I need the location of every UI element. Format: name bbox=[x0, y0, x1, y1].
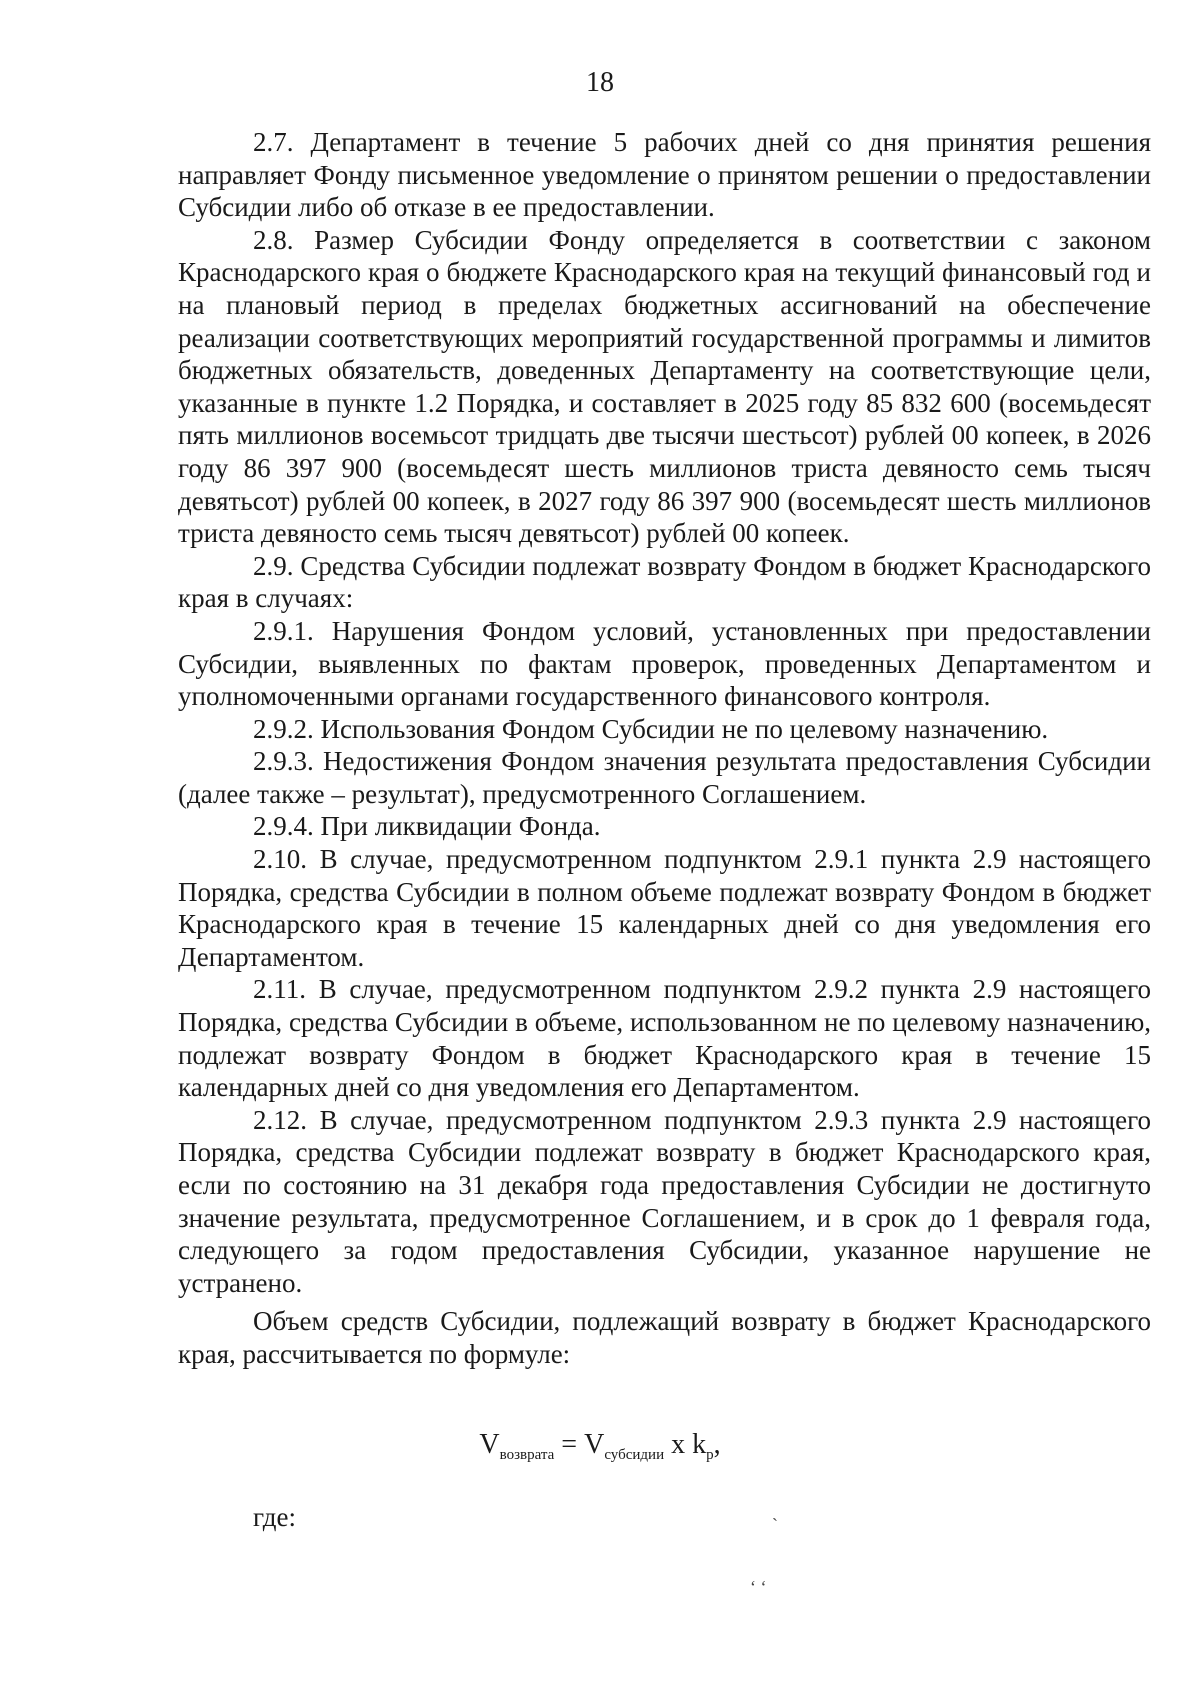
paragraph-2-9-1: 2.9.1. Нарушения Фондом условий, установленных при предоставлении Субсидии, выявленных по фактам проверок, проведенных Департаментом и уполномоченными органами государственного финансового контроля. bbox=[178, 615, 1151, 712]
stray-mark: ` bbox=[772, 1515, 778, 1535]
paragraph-2-9-3: 2.9.3. Недостижения Фондом значения результата предоставления Субсидии (далее также – результат), предусмотренного Соглашением. bbox=[178, 746, 1151, 809]
document-body bbox=[178, 126, 1151, 1371]
where-label: где: bbox=[253, 1502, 296, 1532]
formula-times: x bbox=[664, 1429, 693, 1460]
paragraph-2-12: 2.12. В случае, предусмотренном подпунктом 2.9.3 пункта 2.9 настоящего Порядка, средства Субсидии подлежат возврату в бюджет Краснодарского края, если по состоянию на 31 декабря года предоставления Субсидии не достигнуто значение результата, предусмотренное Соглашением, и в срок до 1 февраля года, следующего за годом предоставления Субсидии, указанное нарушение не устранено. bbox=[178, 1104, 1151, 1298]
paragraph-2-11: 2.11. В случае, предусмотренном подпунктом 2.9.2 пункта 2.9 настоящего Порядка, средства Субсидии в объеме, использованном не по целевому назначению, подлежат возврату Фондом в бюджет Краснодарского края в течение 15 календарных дней со дня уведомления его Департаментом. bbox=[178, 974, 1151, 1103]
paragraph-2-9-4: 2.9.4. При ликвидации Фонда. bbox=[253, 811, 601, 842]
formula-rhs-subscript: субсидии bbox=[604, 1447, 665, 1463]
paragraph-2-9: 2.9. Средства Субсидии подлежат возврату Фондом в бюджет Краснодарского края в случаях: bbox=[178, 550, 1151, 614]
formula-rhs: V bbox=[584, 1429, 605, 1460]
paragraph-formula-intro: Объем средств Субсидии, подлежащий возврату в бюджет Краснодарского края, рассчитывается по формуле: bbox=[178, 1306, 1151, 1369]
formula-lhs-subscript: возврата bbox=[499, 1447, 555, 1463]
paragraph-2-10: 2.10. В случае, предусмотренном подпунктом 2.9.1 пункта 2.9 настоящего Порядка, средства Субсидии в полном объеме подлежат возврату Фондом в бюджет Краснодарского края в течение 15 календарных дней со дня уведомления его Департаментом. bbox=[178, 844, 1151, 972]
formula-factor: k bbox=[692, 1429, 707, 1460]
formula-lhs: V bbox=[479, 1429, 500, 1460]
refund-formula bbox=[0, 1428, 1200, 1462]
formula-tail: , bbox=[713, 1429, 721, 1460]
formula-factor-subscript: p bbox=[706, 1447, 714, 1463]
stray-mark: ‘ ‘ bbox=[750, 1577, 767, 1597]
paragraph-2-9-2: 2.9.2. Использования Фондом Субсидии не по целевому назначению. bbox=[253, 713, 1049, 744]
paragraph-2-8: 2.8. Размер Субсидии Фонду определяется в соответствии с законом Краснодарского края о бюджете Краснодарского края на текущий финансовый год и на плановый период в пределах бюджетных ассигнований на обеспечение реализации соответствующих мероприятий государственной программы и лимитов бюджетных обязательств, доведенных Департаменту на соответствующие цели, указанные в пункте 1.2 Порядка, и составляет в 2025 году 85 832 600 (восемьдесят пять миллионов восемьсот тридцать две тысячи шестьсот) рублей 00 копеек, в 2026 году 86 397 900 (восемьдесят шесть миллионов триста девяносто семь тысяч девятьсот) рублей 00 копеек, в 2027 году 86 397 900 (восемьдесят шесть миллионов триста девяносто семь тысяч девятьсот) рублей 00 копеек. bbox=[178, 224, 1151, 549]
formula-equals: = bbox=[554, 1429, 585, 1460]
page-number: 18 bbox=[586, 67, 614, 98]
paragraph-2-7: 2.7. Департамент в течение 5 рабочих дней со дня принятия решения направляет Фонду письменное уведомление о принятом решении о предоставлении Субсидии либо об отказе в ее предоставлении. bbox=[178, 127, 1151, 223]
